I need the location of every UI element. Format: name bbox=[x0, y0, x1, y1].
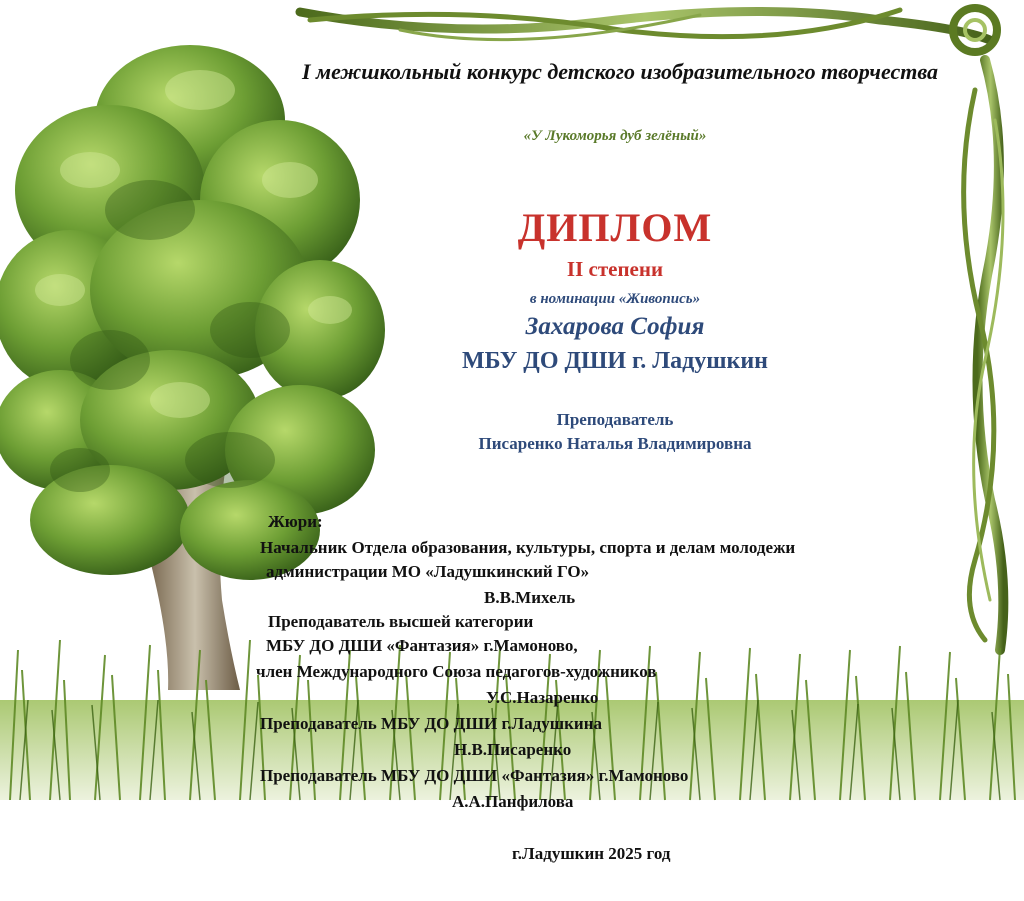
jury-line: член Международного Союза педагогов-художников bbox=[256, 662, 657, 681]
contest-subtitle: «У Лукоморья дуб зелёный» bbox=[523, 128, 707, 144]
jury-line: Преподаватель МБУ ДО ДШИ г.Ладушкина bbox=[260, 714, 603, 733]
jury-member-name: Н.В.Писаренко bbox=[454, 740, 572, 759]
jury-member-name: У.С.Назаренко bbox=[486, 688, 599, 707]
jury-line: Преподаватель МБУ ДО ДШИ «Фантазия» г.Мамоново bbox=[260, 766, 689, 785]
teacher-name: Писаренко Наталья Владимировна bbox=[478, 434, 752, 453]
jury-line: Начальник Отдела образования, культуры, спорта и делам молодежи bbox=[260, 538, 796, 557]
place-year: г.Ладушкин 2025 год bbox=[512, 844, 671, 863]
diploma-heading: ДИПЛОМ bbox=[517, 205, 713, 250]
contest-title: I межшкольный конкурс детского изобразительного творчества bbox=[301, 59, 939, 84]
student-name: Захарова София bbox=[525, 313, 705, 340]
diploma-degree: II степени bbox=[566, 257, 664, 281]
nomination: в номинации «Живопись» bbox=[529, 291, 701, 307]
jury-member-name: В.В.Михель bbox=[484, 588, 576, 607]
jury-label: Жюри: bbox=[268, 512, 323, 531]
jury-line: Преподаватель высшей категории bbox=[268, 612, 534, 631]
school-name: МБУ ДО ДШИ г. Ладушкин bbox=[462, 348, 768, 374]
teacher-label: Преподаватель bbox=[556, 410, 674, 429]
jury-member-name: А.А.Панфилова bbox=[452, 792, 574, 811]
jury-line: администрации МО «Ладушкинский ГО» bbox=[266, 562, 590, 581]
jury-line: МБУ ДО ДШИ «Фантазия» г.Мамоново, bbox=[266, 636, 578, 655]
